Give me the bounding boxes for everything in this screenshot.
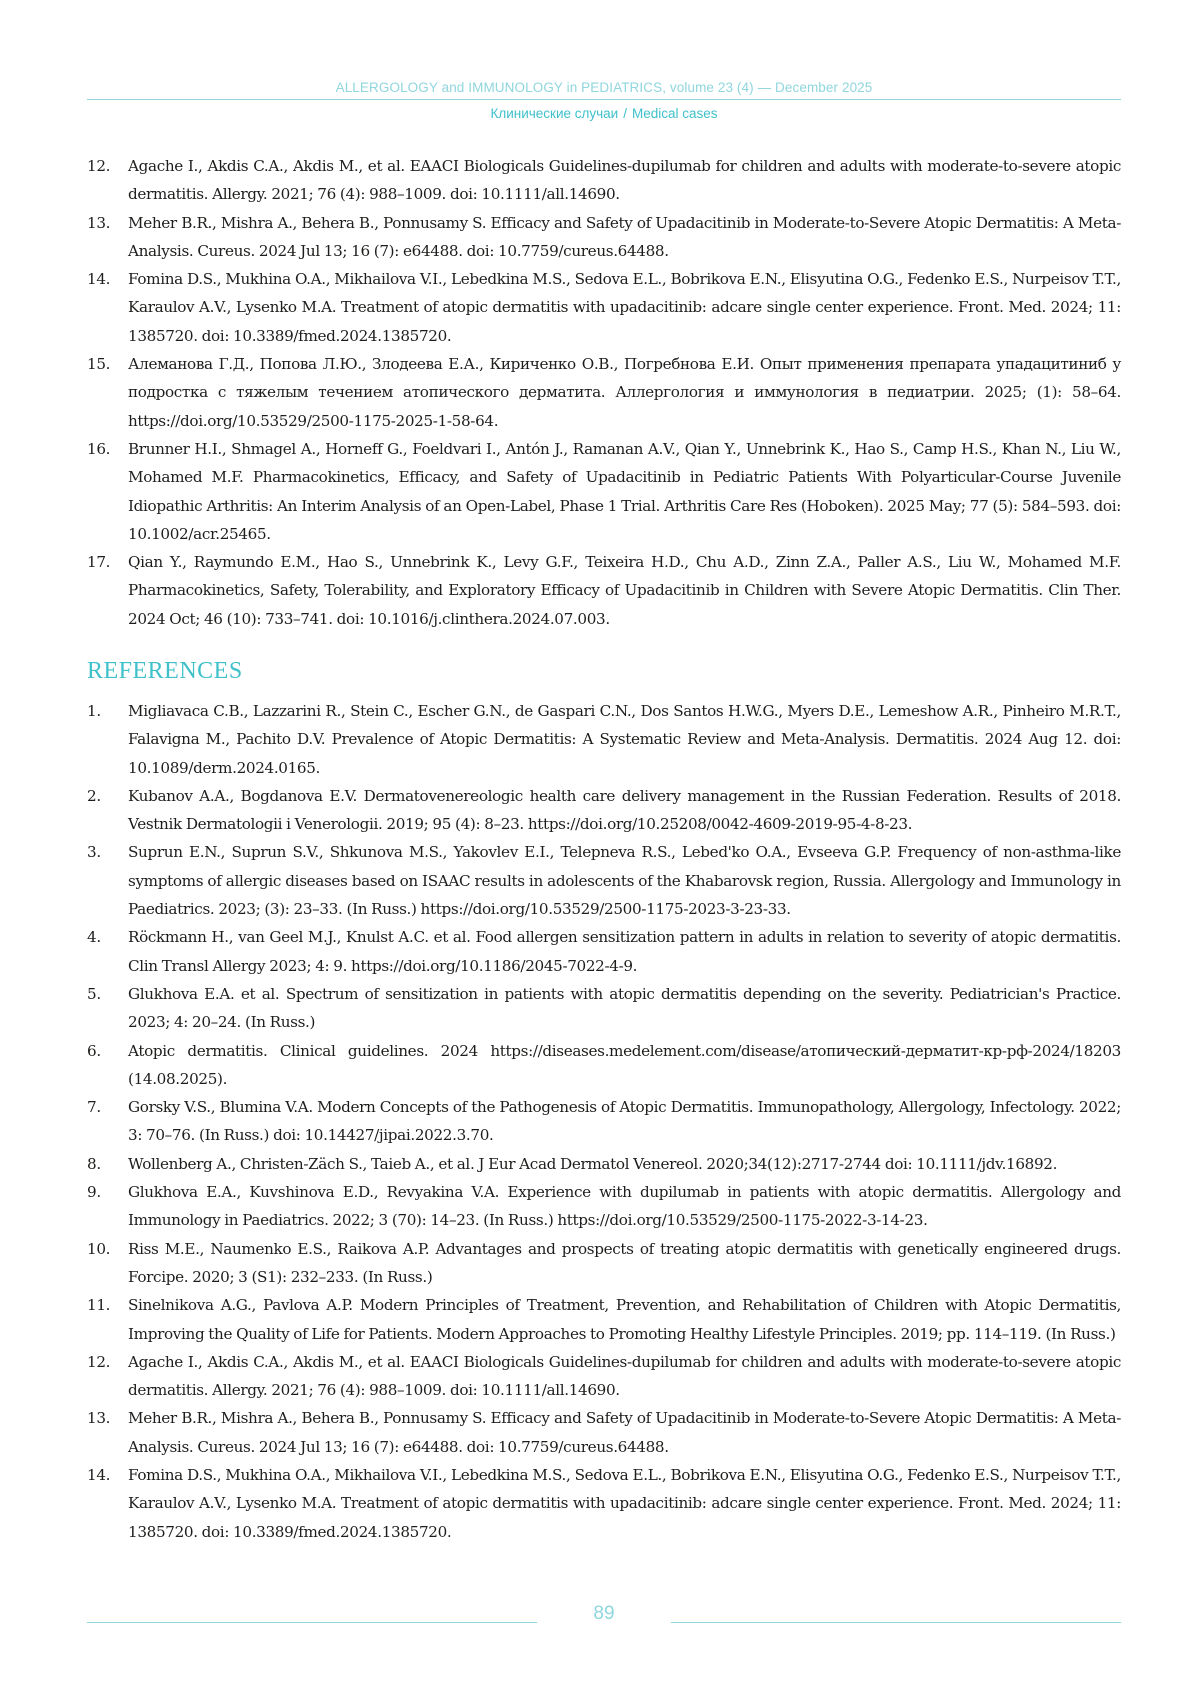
reference-item [87, 265, 1121, 350]
page-footer [87, 1603, 1121, 1633]
reference-text: Fomina D.S., Mukhina O.A., Mikhailova V.I., Lebedkina M.S., Sedova E.L., Bobrikova E.N., Elisyutina O.G., Fedenko E.S., Nurpeisov T.T., Karaulov A.V., Lysenko M.A. Treatment of atopic dermatitis with upadacitinib: adcare single center experience. Front. Med. 2024; 11: 1385720. doi: 10.3389/fmed.2024.1385720. [128, 270, 1121, 345]
reference-item [87, 1150, 1121, 1178]
reference-number: 4. [87, 928, 101, 947]
reference-number: 6. [87, 1041, 101, 1060]
reference-number: 10. [87, 1239, 111, 1258]
reference-item [87, 1404, 1121, 1461]
running-header [87, 80, 1121, 121]
reference-text: Glukhova E.A., Kuvshinova E.D., Revyakina V.A. Experience with dupilumab in patients with atopic dermatitis. Allergology and Immunology in Paediatrics. 2022; 3 (70): 14–23. (In Russ.) https://doi.org/10.53529/2500-1175-2022-3-14-23. [128, 1183, 1121, 1230]
reference-list-continued [87, 152, 1121, 633]
section-label-ru: Клинические случаи [490, 106, 619, 121]
reference-item [87, 1235, 1121, 1292]
reference-text: Riss M.E., Naumenko E.S., Raikova A.P. Advantages and prospects of treating atopic dermatitis with genetically engineered drugs. Forcipe. 2020; 3 (S1): 232–233. (In Russ.) [128, 1239, 1121, 1286]
reference-item [87, 1037, 1121, 1094]
reference-text: Qian Y., Raymundo E.M., Hao S., Unnebrink K., Levy G.F., Teixeira H.D., Chu A.D., Zinn Z.A., Paller A.S., Liu W., Mohamed M.F. Pharmacokinetics, Safety, Tolerability, and Exploratory Efficacy of Upadacitinib in Children with Severe Atopic Dermatitis. Clin Ther. 2024 Oct; 46 (10): 733–741. doi: 10.1016/j.clinthera.2024.07.003. [128, 553, 1121, 628]
references-heading: REFERENCES [87, 658, 243, 684]
reference-item [87, 350, 1121, 435]
section-label [87, 106, 1121, 121]
reference-text: Migliavaca C.B., Lazzarini R., Stein C., Escher G.N., de Gaspari C.N., Dos Santos H.W.G., Myers D.E., Lemeshow A.R., Pinheiro M.R.T., Falavigna M., Pachito D.V. Prevalence of Atopic Dermatitis: A Systematic Review and Meta-Analysis. Dermatitis. 2024 Aug 12. doi: 10.1089/derm.2024.0165. [128, 702, 1121, 777]
reference-item [87, 980, 1121, 1037]
reference-item [87, 1461, 1121, 1546]
reference-number: 12. [87, 157, 111, 175]
reference-text: Алеманова Г.Д., Попова Л.Ю., Злодеева Е.А., Кириченко О.В., Погребнова Е.И. Опыт применения препарата упадацитиниб у подростка с тяжелым течением атопического дерматита. Аллергология и иммунология в педиатрии. 2025; (1): 58–64. https://doi.org/10.53529/2500-1175-2025-1-58-64. [128, 355, 1121, 430]
reference-number: 17. [87, 553, 111, 572]
reference-text: Kubanov A.A., Bogdanova E.V. Dermatovenereologic health care delivery management in the Russian Federation. Results of 2018. Vestnik Dermatologii i Venerologii. 2019; 95 (4): 8–23. https://doi.org/10.25208/0042-4609-2019-95-4-8-23. [128, 786, 1121, 834]
reference-item [87, 548, 1121, 633]
reference-text: Atopic dermatitis. Clinical guidelines. 2024 https://diseases.medelement.com/disease/атопический-дерматит-кр-рф-2024/18203 (14.08.2025). [128, 1041, 1121, 1088]
reference-text: Fomina D.S., Mukhina O.A., Mikhailova V.I., Lebedkina M.S., Sedova E.L., Bobrikova E.N., Elisyutina O.G., Fedenko E.S., Nurpeisov T.T., Karaulov A.V., Lysenko M.A. Treatment of atopic dermatitis with upadacitinib: adcare single center experience. Front. Med. 2024; 11: 1385720. doi: 10.3389/fmed.2024.1385720. [128, 1466, 1121, 1541]
reference-item [87, 1291, 1121, 1348]
reference-item [87, 697, 1121, 782]
reference-number: 7. [87, 1098, 101, 1117]
reference-number: 3. [87, 843, 101, 862]
reference-item [87, 923, 1121, 980]
reference-text: Meher B.R., Mishra A., Behera B., Ponnusamy S. Efficacy and Safety of Upadacitinib in Moderate-to-Severe Atopic Dermatitis: A Meta-Analysis. Cureus. 2024 Jul 13; 16 (7): e64488. doi: 10.7759/cureus.64488. [128, 213, 1121, 260]
reference-text: Brunner H.I., Shmagel A., Horneff G., Foeldvari I., Antón J., Ramanan A.V., Qian Y., Unnebrink K., Hao S., Camp H.S., Khan N., Liu W., Mohamed M.F. Pharmacokinetics, Efficacy, and Safety of Upadacitinib in Pediatric Patients With Polyarticular-Course Juvenile Idiopathic Arthritis: An Interim Analysis of an Open-Label, Phase 1 Trial. Arthritis Care Res (Hoboken). 2025 May; 77 (5): 584–593. doi: 10.1002/acr.25465. [128, 439, 1121, 543]
reference-number: 13. [87, 213, 111, 232]
reference-number: 5. [87, 984, 101, 1003]
reference-item [87, 1348, 1121, 1405]
reference-number: 1. [87, 702, 101, 720]
reference-number: 16. [87, 439, 111, 458]
reference-text: Röckmann H., van Geel M.J., Knulst A.C. et al. Food allergen sensitization pattern in adults in relation to severity of atopic dermatitis. Clin Transl Allergy 2023; 4: 9. https://doi.org/10.1186/2045-7022-4-9. [128, 928, 1121, 975]
section-label-en: Medical cases [631, 106, 718, 121]
reference-number: 2. [87, 786, 101, 805]
page-number: 89 [593, 1603, 615, 1624]
reference-item [87, 1178, 1121, 1235]
reference-number: 13. [87, 1409, 111, 1428]
header-divider [87, 99, 1121, 100]
reference-number: 15. [87, 355, 111, 374]
reference-number: 14. [87, 1466, 111, 1485]
reference-number: 12. [87, 1352, 111, 1371]
reference-number: 8. [87, 1154, 101, 1173]
reference-text: Agache I., Akdis C.A., Akdis M., et al. EAACI Biologicals Guidelines-dupilumab for children and adults with moderate-to-severe atopic dermatitis. Allergy. 2021; 76 (4): 988–1009. doi: 10.1111/all.14690. [128, 1352, 1121, 1400]
journal-title: ALLERGOLOGY and IMMUNOLOGY in PEDIATRICS, volume 23 (4) — December 2025 [335, 80, 873, 95]
section-separator: / [623, 106, 627, 121]
reference-item [87, 435, 1121, 548]
reference-text: Agache I., Akdis C.A., Akdis M., et al. EAACI Biologicals Guidelines-dupilumab for children and adults with moderate-to-severe atopic dermatitis. Allergy. 2021; 76 (4): 988–1009. doi: 10.1111/all.14690. [128, 157, 1121, 204]
reference-text: Suprun E.N., Suprun S.V., Shkunova M.S., Yakovlev E.I., Telepneva R.S., Lebed'ko O.A., Evseeva G.P. Frequency of non-asthma-like symptoms of allergic diseases based on ISAAC results in adolescents of the Khabarovsk region, Russia. Allergology and Immunology in Paediatrics. 2023; (3): 23–33. (In Russ.) https://doi.org/10.53529/2500-1175-2023-3-23-33. [128, 843, 1121, 919]
reference-text: Sinelnikova A.G., Pavlova A.P. Modern Principles of Treatment, Prevention, and Rehabilitation of Children with Atopic Dermatitis, Improving the Quality of Life for Patients. Modern Approaches to Promoting Healthy Lifestyle Principles. 2019; pp. 114–119. (In Russ.) [128, 1296, 1121, 1343]
reference-text: Wollenberg A., Christen-Zäch S., Taieb A., et al. J Eur Acad Dermatol Venereol. 2020;34(12):2717-2744 doi: 10.1111/jdv.16892. [128, 1154, 1058, 1173]
reference-item [87, 782, 1121, 839]
reference-text: Gorsky V.S., Blumina V.A. Modern Concepts of the Pathogenesis of Atopic Dermatitis. Immunopathology, Allergology, Infectology. 2022; 3: 70–76. (In Russ.) doi: 10.14427/jipai.2022.3.70. [128, 1098, 1121, 1145]
reference-item [87, 209, 1121, 266]
reference-list [87, 697, 1121, 1546]
reference-item [87, 838, 1121, 923]
reference-number: 11. [87, 1296, 111, 1315]
reference-text: Meher B.R., Mishra A., Behera B., Ponnusamy S. Efficacy and Safety of Upadacitinib in Moderate-to-Severe Atopic Dermatitis: A Meta-Analysis. Cureus. 2024 Jul 13; 16 (7): e64488. doi: 10.7759/cureus.64488. [128, 1409, 1121, 1456]
reference-item [87, 1093, 1121, 1150]
reference-text: Glukhova E.A. et al. Spectrum of sensitization in patients with atopic dermatitis depending on the severity. Pediatrician's Practice. 2023; 4: 20–24. (In Russ.) [128, 984, 1121, 1032]
reference-number: 9. [87, 1183, 101, 1202]
reference-item [87, 152, 1121, 209]
footer-divider-right [671, 1622, 1121, 1623]
reference-number: 14. [87, 270, 111, 289]
